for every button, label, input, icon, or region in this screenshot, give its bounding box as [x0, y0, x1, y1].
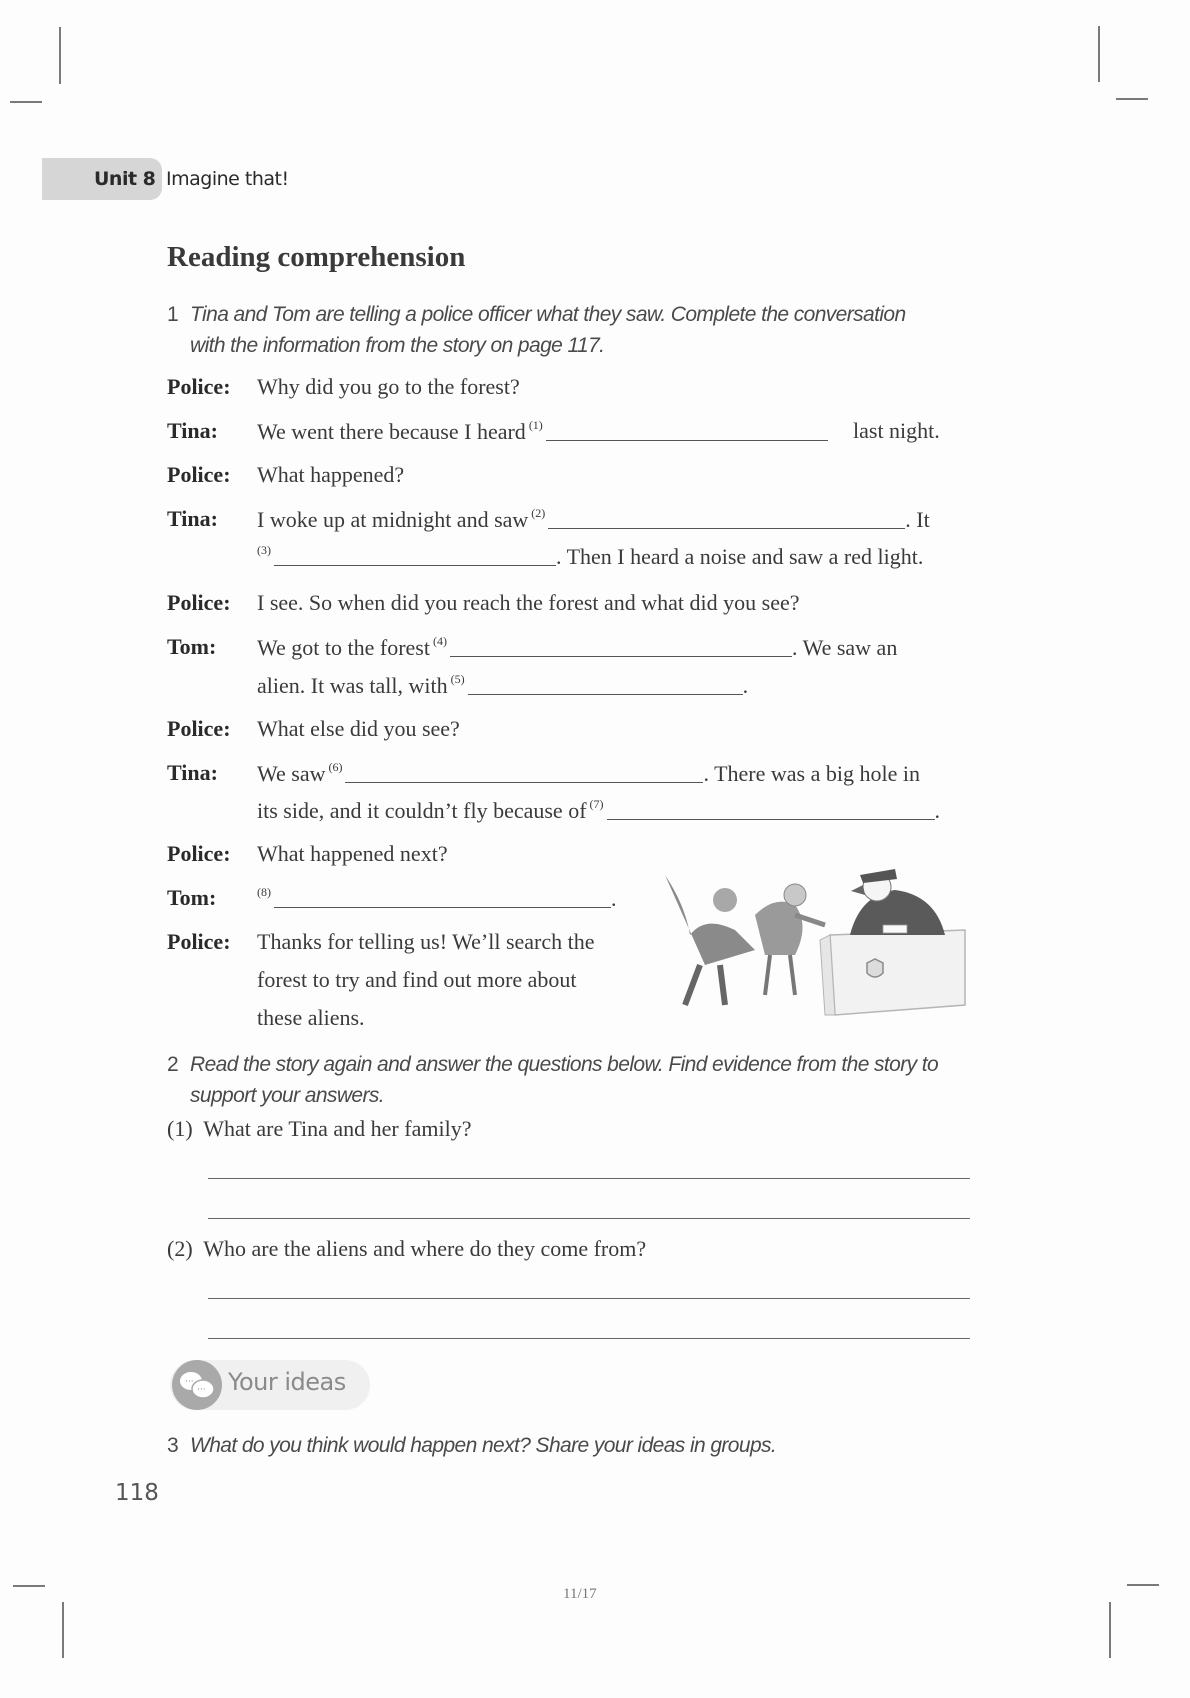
dialogue-text: alien. It was tall, with: [257, 673, 448, 698]
exercise-number: 2: [167, 1053, 179, 1076]
section-title: Reading comprehension: [167, 241, 466, 273]
speaker-label: Tina:: [167, 506, 218, 531]
dialogue-text: its side, and it couldn’t fly because of: [257, 798, 587, 823]
blank-number: (1): [528, 418, 543, 432]
speaker-label: Police:: [167, 841, 231, 866]
crop-mark: [1116, 98, 1148, 100]
exercise-number: 1: [167, 303, 179, 326]
answer-line[interactable]: [208, 1218, 970, 1219]
instruction-text: Tina and Tom are telling a police officer what they saw. Complete the conversation: [190, 303, 906, 326]
svg-text:···: ···: [185, 1377, 194, 1387]
blank-number: (5): [450, 672, 465, 686]
dialogue-text: I woke up at midnight and saw: [257, 507, 529, 532]
instruction-text: support your answers.: [190, 1084, 384, 1107]
crop-mark: [59, 27, 61, 84]
question-text: Who are the aliens and where do they come from?: [203, 1236, 647, 1261]
dialogue-line: [257, 418, 828, 445]
dialogue-line: Thanks for telling us! We’ll search the: [257, 929, 595, 954]
question-1: [167, 1116, 471, 1142]
crop-mark: [1127, 1584, 1159, 1586]
speaker-label: Police:: [167, 929, 231, 954]
crop-mark: [10, 101, 42, 103]
tom-bird: [755, 884, 825, 995]
dialogue-line: [257, 672, 748, 699]
blank-number: (7): [589, 797, 604, 811]
speaker-label: Police:: [167, 716, 231, 741]
answer-blank-5[interactable]: [468, 676, 743, 695]
dialogue-text: .: [742, 673, 749, 698]
answer-blank-4[interactable]: [450, 638, 792, 657]
answer-blank-2[interactable]: [548, 510, 905, 529]
instruction-text: with the information from the story on page 117.: [190, 334, 605, 357]
speech-bubbles-icon: [172, 1360, 222, 1410]
crop-mark: [62, 1602, 64, 1658]
shield-badge-icon: [867, 959, 883, 977]
pager-indicator: 11/17: [563, 1586, 597, 1602]
blank-number: (6): [328, 760, 343, 774]
answer-blank-6[interactable]: [345, 764, 703, 783]
answer-blank-1[interactable]: [546, 422, 828, 441]
speaker-label: Tom:: [167, 885, 217, 910]
answer-blank-8[interactable]: [274, 889, 611, 908]
dialogue-line: [257, 634, 897, 661]
answer-blank-7[interactable]: [607, 801, 935, 820]
blank-number: (2): [531, 506, 546, 520]
dialogue-text: last night.: [853, 418, 940, 443]
crop-mark: [13, 1585, 45, 1587]
dialogue-text: We went there because I heard: [257, 419, 526, 444]
dialogue-line: What happened?: [257, 462, 405, 487]
exercise2-instruction: [167, 1049, 938, 1111]
blank-number: (3): [257, 543, 271, 557]
dialogue-text: We got to the forest: [257, 635, 430, 660]
blank-number: (4): [432, 634, 447, 648]
answer-blank-3[interactable]: [274, 547, 556, 566]
svg-text:···: ···: [197, 1385, 206, 1395]
crop-mark: [1098, 26, 1100, 82]
blank-number: (8): [257, 885, 271, 899]
dialogue-line: What else did you see?: [257, 716, 460, 741]
dialogue-line: these aliens.: [257, 1005, 365, 1030]
dialogue-line: [257, 543, 923, 570]
speaker-label: Police:: [167, 590, 231, 615]
question-label: (2): [167, 1236, 193, 1261]
instruction-text: What do you think would happen next? Share your ideas in groups.: [190, 1434, 777, 1457]
speaker-label: Tom:: [167, 634, 217, 659]
exercise3-instruction: [167, 1430, 776, 1461]
dialogue-text: . Then I heard a noise and saw a red light.: [556, 544, 924, 569]
answer-line[interactable]: [208, 1178, 970, 1179]
answer-line[interactable]: [208, 1338, 970, 1339]
police-desk-illustration: [645, 855, 975, 1025]
dialogue-line: What happened next?: [257, 841, 448, 866]
dialogue-text: .: [934, 798, 941, 823]
tina-bird: [665, 875, 755, 1005]
crop-mark: [1109, 1602, 1111, 1658]
dialogue-line: [257, 797, 940, 824]
dialogue-line: Why did you go to the forest?: [257, 374, 520, 399]
dialogue-line: forest to try and find out more about: [257, 967, 577, 992]
dialogue-line: [257, 885, 617, 912]
dialogue-line: [257, 506, 930, 533]
dialogue-text: . We saw an: [791, 635, 898, 660]
exercise1-instruction: [167, 299, 906, 361]
question-2: [167, 1236, 646, 1262]
speaker-label: Police:: [167, 462, 231, 487]
unit-label: Unit 8: [94, 168, 156, 190]
desk-shape: [820, 930, 965, 1015]
dialogue-line: [257, 760, 920, 787]
exercise-number: 3: [167, 1434, 179, 1457]
question-label: (1): [167, 1116, 193, 1141]
dialogue-text: We saw: [257, 761, 326, 786]
police-officer-bird: [850, 869, 945, 935]
page-number: 118: [115, 1480, 159, 1506]
your-ideas-heading: Your ideas: [228, 1368, 346, 1396]
speaker-label: Tina:: [167, 418, 218, 443]
speaker-label: Police:: [167, 374, 231, 399]
speaker-label: Tina:: [167, 760, 218, 785]
answer-line[interactable]: [208, 1298, 970, 1299]
dialogue-text: . It: [905, 507, 930, 532]
dialogue-line: I see. So when did you reach the forest and what did you see?: [257, 590, 800, 615]
dialogue-text: .: [611, 886, 617, 911]
question-text: What are Tina and her family?: [203, 1116, 472, 1141]
unit-title: Imagine that!: [166, 168, 289, 190]
instruction-text: Read the story again and answer the questions below. Find evidence from the story to: [190, 1053, 939, 1076]
dialogue-text: . There was a big hole in: [703, 761, 920, 786]
